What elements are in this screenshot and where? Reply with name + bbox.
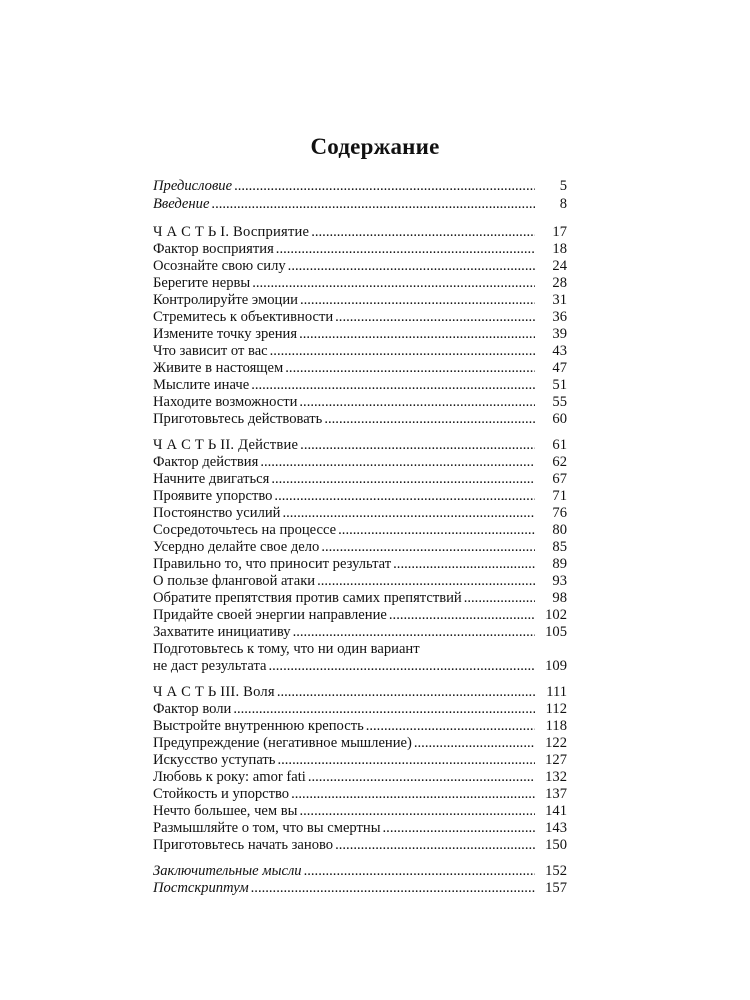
toc-entry-page-number: 24 (552, 258, 567, 274)
toc-entry-label: Находите возможности (153, 394, 298, 410)
toc-entry-page-number: 80 (552, 522, 567, 538)
toc-entry-label: Приготовьтесь начать заново (153, 837, 334, 853)
toc-entry-page-number: 102 (545, 607, 567, 623)
dot-leader (274, 487, 535, 505)
dot-leader (285, 359, 535, 377)
dot-leader (308, 768, 535, 786)
toc-entry-label: Размышляйте о том, что вы смертны (153, 820, 381, 836)
toc-entry-label: Сосредоточьтесь на процессе (153, 522, 337, 538)
toc-entry-label: Захватите инициативу (153, 624, 291, 640)
dot-leader (300, 291, 535, 309)
dot-leader (233, 700, 535, 718)
dot-leader (335, 308, 535, 326)
toc-entry-page-number: 112 (545, 701, 567, 717)
dot-leader (321, 538, 535, 556)
dot-leader (277, 751, 535, 769)
toc-entry (153, 657, 567, 675)
toc-entry-label: Подготовьтесь к тому, что ни один вариант (153, 641, 420, 657)
toc-entry-page-number: 62 (552, 454, 567, 470)
toc-entry-label: Осознайте свою силу (153, 258, 286, 274)
toc-entry-page-number: 60 (552, 411, 567, 427)
toc-entry (153, 325, 567, 343)
toc-entry-label: не даст результата (153, 658, 267, 674)
toc-entry-label: Контролируйте эмоции (153, 292, 298, 308)
toc-entry-label: Правильно то, что приносит результат (153, 556, 392, 572)
toc-entry (153, 436, 567, 454)
toc-entry-page-number: 76 (552, 505, 567, 521)
toc-entry-label: Фактор воли (153, 701, 232, 717)
toc-entry (153, 521, 567, 539)
toc-entry-label: Живите в настоящем (153, 360, 284, 376)
dot-leader (299, 325, 535, 343)
toc-entry-label: Искусство уступать (153, 752, 276, 768)
dot-leader (270, 342, 535, 360)
toc-entry-label: Предупреждение (негативное мышление) (153, 735, 412, 751)
dot-leader (317, 572, 535, 590)
toc-entry-label: Постоянство усилий (153, 505, 281, 521)
page-title: Содержание (310, 134, 440, 159)
toc-entry-label: Обратите препятствия против самих препятствий (153, 590, 462, 606)
toc-entry-label: Заключительные мысли (153, 863, 302, 879)
toc-entry-page-number: 137 (545, 786, 567, 802)
toc-entry-page-number: 85 (552, 539, 567, 555)
dot-leader (300, 436, 535, 454)
toc-entry-page-number: 8 (559, 196, 567, 212)
toc-entry-label: Проявите упорство (153, 488, 273, 504)
dot-leader (299, 802, 535, 820)
toc-entry-page-number: 39 (552, 326, 567, 342)
toc-entry-label: Стойкость и упорство (153, 786, 290, 802)
toc-entry-label: Предисловие (153, 178, 233, 194)
toc-entry-label: Ч А С Т Ь III. Воля (153, 684, 275, 700)
toc-entry-page-number: 17 (552, 224, 567, 240)
toc-entry-label: Любовь к року: amor fati (153, 769, 306, 785)
toc-entry (153, 177, 567, 195)
dot-leader (282, 504, 535, 522)
toc-entry-page-number: 152 (545, 863, 567, 879)
toc-entry (153, 359, 567, 377)
toc-entry (153, 257, 567, 275)
toc-entry-page-number: 150 (545, 837, 567, 853)
toc-entry-page-number: 122 (545, 735, 567, 751)
dot-leader (389, 606, 535, 624)
dot-leader (366, 717, 535, 735)
dot-leader (251, 376, 535, 394)
toc-entry-page-number: 111 (546, 684, 567, 700)
toc-entry-page-number: 61 (552, 437, 567, 453)
dot-leader (276, 240, 535, 258)
dot-leader (311, 223, 535, 241)
dot-leader (383, 819, 535, 837)
toc-entry (153, 195, 567, 213)
toc-entry-label: Мыслите иначе (153, 377, 250, 393)
toc-entry-page-number: 43 (552, 343, 567, 359)
toc-entry (153, 470, 567, 488)
toc-entry-page-number: 89 (552, 556, 567, 572)
toc-entry-page-number: 157 (545, 880, 567, 896)
dot-leader (414, 734, 535, 752)
toc-entry (153, 700, 567, 718)
toc-entry-label: Введение (153, 196, 210, 212)
toc-entry (153, 683, 567, 701)
toc-entry-page-number: 105 (545, 624, 567, 640)
toc-entry-page-number: 36 (552, 309, 567, 325)
dot-leader (324, 410, 535, 428)
toc-entry-page-number: 143 (545, 820, 567, 836)
toc-entry-page-number: 67 (552, 471, 567, 487)
dot-leader (288, 257, 535, 275)
toc-entry-label: Постскриптум (153, 880, 249, 896)
toc-entry-page-number: 132 (545, 769, 567, 785)
toc-entry-page-number: 71 (552, 488, 567, 504)
toc-entry (153, 734, 567, 752)
toc-entry-page-number: 28 (552, 275, 567, 291)
toc-entry (153, 768, 567, 786)
toc-entry (153, 274, 567, 292)
dot-leader (293, 623, 535, 641)
toc-entry-label: Начните двигаться (153, 471, 270, 487)
toc-entry (153, 623, 567, 641)
dot-leader (335, 836, 535, 854)
dot-leader (271, 470, 535, 488)
toc-entry-page-number: 127 (545, 752, 567, 768)
dot-leader (211, 195, 535, 213)
toc-entry (153, 606, 567, 624)
dot-leader (277, 683, 535, 701)
toc-entry-page-number: 141 (545, 803, 567, 819)
toc-entry (153, 240, 567, 258)
dot-leader (268, 657, 535, 675)
toc-entry-page-number: 93 (552, 573, 567, 589)
dot-leader (251, 879, 535, 897)
toc-entry (153, 640, 567, 658)
dot-leader (393, 555, 535, 573)
toc-entry (153, 819, 567, 837)
toc-entry-label: О пользе фланговой атаки (153, 573, 316, 589)
toc-entry (153, 785, 567, 803)
toc-entry-label: Приготовьтесь действовать (153, 411, 323, 427)
toc-entry (153, 410, 567, 428)
toc-entry-label: Усердно делайте свое дело (153, 539, 320, 555)
toc-entry-label: Фактор действия (153, 454, 259, 470)
toc-entry (153, 223, 567, 241)
toc-entry-label: Что зависит от вас (153, 343, 268, 359)
toc-entry-label: Ч А С Т Ь I. Восприятие (153, 224, 310, 240)
toc-entry-label: Выстройте внутреннюю крепость (153, 718, 364, 734)
toc-entry (153, 393, 567, 411)
toc-entry-page-number: 98 (552, 590, 567, 606)
dot-leader (260, 453, 535, 471)
dot-leader (464, 589, 535, 607)
toc-entry-page-number: 109 (545, 658, 567, 674)
toc-entry (153, 836, 567, 854)
toc-entry (153, 538, 567, 556)
toc-entry-page-number: 118 (545, 718, 567, 734)
toc-entry-label: Стремитесь к объективности (153, 309, 334, 325)
toc-entry (153, 487, 567, 505)
toc-entry (153, 504, 567, 522)
dot-leader (252, 274, 535, 292)
toc-entry-label: Измените точку зрения (153, 326, 298, 342)
dot-leader (291, 785, 535, 803)
toc-entry (153, 342, 567, 360)
toc-entry-label: Нечто большее, чем вы (153, 803, 298, 819)
toc-entry-page-number: 51 (552, 377, 567, 393)
toc-entry-page-number: 5 (559, 178, 567, 194)
toc-entry-label: Ч А С Т Ь II. Действие (153, 437, 299, 453)
toc-entry (153, 376, 567, 394)
toc-entry (153, 751, 567, 769)
toc-entry-page-number: 18 (552, 241, 567, 257)
toc-entry (153, 717, 567, 735)
toc-entry (153, 879, 567, 897)
toc-entry (153, 555, 567, 573)
toc-entry-page-number: 47 (552, 360, 567, 376)
dot-leader (304, 862, 535, 880)
toc-entry-page-number: 31 (552, 292, 567, 308)
toc-entry (153, 453, 567, 471)
toc-entry-page-number: 55 (552, 394, 567, 410)
toc-entry (153, 308, 567, 326)
dot-leader (338, 521, 535, 539)
toc-entry (153, 589, 567, 607)
toc-entry (153, 802, 567, 820)
dot-leader (234, 177, 535, 195)
toc-entry-label: Придайте своей энергии направление (153, 607, 387, 623)
toc-entry (153, 291, 567, 309)
toc-entry (153, 572, 567, 590)
dot-leader (299, 393, 535, 411)
toc-entry-label: Берегите нервы (153, 275, 251, 291)
toc-entry (153, 862, 567, 880)
toc-entry-label: Фактор восприятия (153, 241, 274, 257)
